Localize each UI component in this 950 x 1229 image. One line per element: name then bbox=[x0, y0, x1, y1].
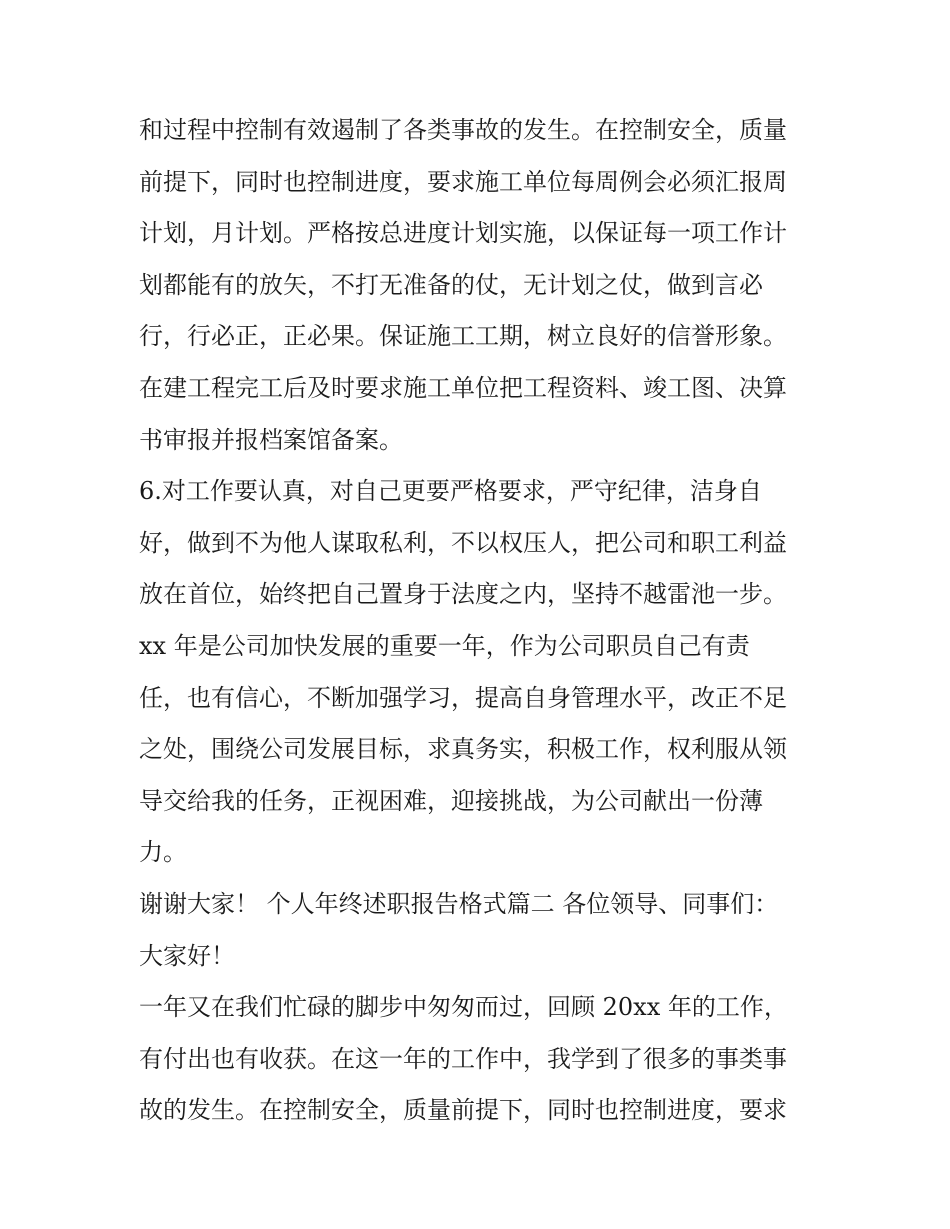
text-line: 好，做到不为他人谋取私利，不以权压人，把公司和职工利益 bbox=[139, 528, 787, 557]
text-line: 谢谢大家！ 个人年终述职报告格式篇二 各位领导、同事们： bbox=[139, 889, 779, 918]
text-line: 故的发生。在控制安全，质量前提下，同时也控制进度，要求 bbox=[139, 1096, 787, 1125]
text-line: 力。 bbox=[139, 838, 187, 867]
text-line: 书审报并报档案馆备案。 bbox=[139, 425, 403, 454]
text-line: 一年又在我们忙碌的脚步中匆匆而过，回顾 20xx 年的工作， bbox=[139, 993, 788, 1022]
text-line: 前提下，同时也控制进度，要求施工单位每周例会必须汇报周 bbox=[139, 167, 787, 196]
text-line: 和过程中控制有效遏制了各类事故的发生。在控制安全，质量 bbox=[139, 116, 787, 144]
text-line: 大家好！ bbox=[139, 941, 235, 970]
text-line: 放在首位，始终把自己置身于法度之内，坚持不越雷池一步。 bbox=[139, 580, 787, 609]
text-line: 有付出也有收获。在这一年的工作中，我学到了很多的事类事 bbox=[139, 1044, 787, 1073]
body-text bbox=[139, 108, 819, 1140]
text-line: 6.对工作要认真，对自己更要严格要求，严守纪律，洁身自 bbox=[139, 477, 762, 506]
text-line: 在建工程完工后及时要求施工单位把工程资料、竣工图、决算 bbox=[139, 373, 787, 402]
text-line: xx 年是公司加快发展的重要一年，作为公司职员自己有责 bbox=[139, 631, 750, 660]
text-line: 导交给我的任务，正视困难，迎接挑战，为公司献出一份薄 bbox=[139, 786, 763, 815]
text-line: 之处，围绕公司发展目标，求真务实，积极工作，权利服从领 bbox=[139, 735, 787, 764]
text-line: 计划，月计划。严格按总进度计划实施，以保证每一项工作计 bbox=[139, 219, 787, 248]
text-line: 划都能有的放矢，不打无准备的仗，无计划之仗，做到言必 bbox=[139, 270, 763, 299]
text-line: 行，行必正，正必果。保证施工工期，树立良好的信誉形象。 bbox=[139, 322, 787, 351]
text-line: 任，也有信心，不断加强学习，提高自身管理水平，改正不足 bbox=[139, 683, 787, 712]
